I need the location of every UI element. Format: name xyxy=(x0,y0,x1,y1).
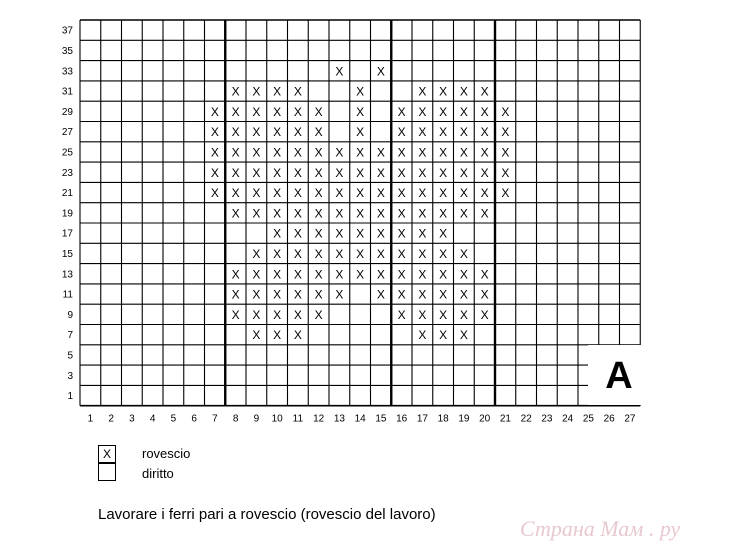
purl-mark: X xyxy=(376,206,385,221)
purl-mark: X xyxy=(418,287,427,302)
purl-mark: X xyxy=(418,145,427,160)
row-label: 9 xyxy=(67,309,73,321)
purl-mark: X xyxy=(252,165,261,180)
purl-mark: X xyxy=(459,287,468,302)
purl-mark: X xyxy=(397,186,406,201)
purl-mark: X xyxy=(293,246,302,261)
purl-mark: X xyxy=(273,125,282,140)
purl-mark: X xyxy=(459,186,468,201)
purl-mark: X xyxy=(501,145,510,160)
column-label: 21 xyxy=(499,413,511,425)
purl-mark: X xyxy=(439,186,448,201)
purl-mark: X xyxy=(231,287,240,302)
purl-mark: X xyxy=(418,226,427,241)
column-label: 19 xyxy=(458,413,470,425)
column-label: 7 xyxy=(212,413,218,425)
row-label: 37 xyxy=(61,25,73,37)
purl-mark: X xyxy=(273,84,282,99)
purl-mark: X xyxy=(439,165,448,180)
column-label: 18 xyxy=(437,413,449,425)
purl-mark: X xyxy=(356,267,365,282)
purl-mark: X xyxy=(314,104,323,119)
purl-mark: X xyxy=(459,125,468,140)
row-label: 5 xyxy=(67,350,73,362)
purl-mark: X xyxy=(397,104,406,119)
purl-mark: X xyxy=(480,84,489,99)
purl-mark: X xyxy=(418,104,427,119)
row-label: 13 xyxy=(61,269,73,281)
purl-mark: X xyxy=(501,104,510,119)
purl-mark: X xyxy=(293,145,302,160)
purl-mark: X xyxy=(314,186,323,201)
purl-mark: X xyxy=(293,165,302,180)
purl-mark: X xyxy=(439,84,448,99)
column-label: 15 xyxy=(375,413,387,425)
purl-mark: X xyxy=(480,186,489,201)
column-label: 16 xyxy=(396,413,408,425)
purl-mark: X xyxy=(480,287,489,302)
purl-mark: X xyxy=(376,64,385,79)
purl-mark: X xyxy=(210,145,219,160)
purl-mark: X xyxy=(356,206,365,221)
purl-mark: X xyxy=(252,287,261,302)
purl-mark: X xyxy=(231,125,240,140)
column-label: 27 xyxy=(624,413,636,425)
row-label: 29 xyxy=(61,106,73,118)
purl-mark: X xyxy=(293,84,302,99)
row-label: 3 xyxy=(67,370,73,382)
purl-mark: X xyxy=(397,267,406,282)
purl-mark: X xyxy=(210,165,219,180)
purl-mark: X xyxy=(418,125,427,140)
purl-mark: X xyxy=(480,165,489,180)
row-label: 23 xyxy=(61,167,73,179)
purl-mark: X xyxy=(418,328,427,343)
purl-mark: X xyxy=(418,267,427,282)
purl-mark: X xyxy=(252,246,261,261)
purl-mark: X xyxy=(231,165,240,180)
purl-mark: X xyxy=(439,287,448,302)
purl-mark: X xyxy=(397,246,406,261)
purl-mark: X xyxy=(314,206,323,221)
row-label: 1 xyxy=(67,391,73,403)
purl-mark: X xyxy=(459,328,468,343)
purl-mark: X xyxy=(293,267,302,282)
purl-mark: X xyxy=(439,246,448,261)
purl-mark: X xyxy=(376,287,385,302)
purl-mark: X xyxy=(335,206,344,221)
purl-mark: X xyxy=(231,145,240,160)
purl-mark: X xyxy=(356,125,365,140)
purl-mark: X xyxy=(418,246,427,261)
column-label: 12 xyxy=(313,413,325,425)
purl-mark: X xyxy=(397,125,406,140)
column-label: 6 xyxy=(191,413,197,425)
purl-mark: X xyxy=(439,206,448,221)
purl-mark: X xyxy=(335,64,344,79)
purl-mark: X xyxy=(439,267,448,282)
purl-mark: X xyxy=(480,267,489,282)
purl-mark: X xyxy=(397,145,406,160)
row-label: 31 xyxy=(61,86,73,98)
purl-mark: X xyxy=(397,307,406,322)
purl-mark: X xyxy=(376,246,385,261)
instruction-note: Lavorare i ferri pari a rovescio (rovescio del lavoro) xyxy=(98,506,436,523)
purl-mark: X xyxy=(293,186,302,201)
purl-mark: X xyxy=(314,307,323,322)
purl-mark: X xyxy=(356,186,365,201)
purl-mark: X xyxy=(252,84,261,99)
row-labels xyxy=(62,26,74,402)
purl-mark: X xyxy=(439,328,448,343)
purl-mark: X xyxy=(314,226,323,241)
purl-mark: X xyxy=(273,307,282,322)
column-label: 11 xyxy=(292,413,304,425)
purl-mark: X xyxy=(459,104,468,119)
purl-mark: X xyxy=(439,145,448,160)
purl-mark: X xyxy=(459,145,468,160)
row-label: 11 xyxy=(62,289,73,301)
purl-mark: X xyxy=(335,287,344,302)
purl-mark: X xyxy=(314,145,323,160)
purl-mark: X xyxy=(480,145,489,160)
column-label: 23 xyxy=(541,413,553,425)
purl-mark: X xyxy=(231,186,240,201)
legend-knit-label: diritto xyxy=(142,466,174,481)
purl-mark: X xyxy=(501,186,510,201)
purl-mark: X xyxy=(335,145,344,160)
purl-mark: X xyxy=(293,206,302,221)
purl-mark: X xyxy=(480,206,489,221)
purl-mark: X xyxy=(231,307,240,322)
legend-purl-label: rovescio xyxy=(142,446,191,461)
purl-mark: X xyxy=(397,206,406,221)
purl-mark: X xyxy=(252,186,261,201)
purl-mark: X xyxy=(397,226,406,241)
column-label: 17 xyxy=(416,413,428,425)
purl-mark: X xyxy=(314,165,323,180)
purl-mark: X xyxy=(252,267,261,282)
purl-mark: X xyxy=(480,104,489,119)
purl-mark: X xyxy=(314,267,323,282)
row-label: 15 xyxy=(61,248,73,260)
purl-mark: X xyxy=(459,84,468,99)
purl-mark: X xyxy=(252,206,261,221)
purl-mark: X xyxy=(356,84,365,99)
purl-mark: X xyxy=(335,186,344,201)
purl-mark: X xyxy=(335,267,344,282)
purl-mark: X xyxy=(314,287,323,302)
column-label: 26 xyxy=(603,413,615,425)
purl-mark: X xyxy=(293,226,302,241)
watermark: Страна Мам . ру xyxy=(520,516,681,541)
row-label: 19 xyxy=(61,208,73,220)
purl-mark: X xyxy=(210,125,219,140)
purl-mark: X xyxy=(356,165,365,180)
column-label: 22 xyxy=(520,413,532,425)
purl-mark: X xyxy=(335,226,344,241)
purl-mark: X xyxy=(293,328,302,343)
legend-knit-symbol xyxy=(98,463,116,481)
purl-mark: X xyxy=(252,104,261,119)
column-label: 3 xyxy=(129,413,135,425)
purl-mark: X xyxy=(459,307,468,322)
purl-mark: X xyxy=(356,145,365,160)
purl-mark: X xyxy=(231,84,240,99)
column-label: 1 xyxy=(87,413,94,425)
column-label: 9 xyxy=(253,413,260,425)
row-label: 7 xyxy=(67,330,73,342)
purl-mark: X xyxy=(418,165,427,180)
purl-mark: X xyxy=(376,186,385,201)
column-labels xyxy=(88,414,636,425)
purl-mark: X xyxy=(231,206,240,221)
purl-mark: X xyxy=(418,186,427,201)
purl-mark: X xyxy=(314,125,323,140)
row-label: 25 xyxy=(61,147,73,159)
column-label: 14 xyxy=(354,413,366,425)
purl-mark: X xyxy=(314,246,323,261)
purl-mark: X xyxy=(273,165,282,180)
row-label: 33 xyxy=(61,66,73,78)
row-label: 21 xyxy=(61,188,73,200)
purl-mark: X xyxy=(397,165,406,180)
purl-mark: X xyxy=(335,246,344,261)
column-label: 4 xyxy=(149,413,156,425)
purl-mark: X xyxy=(376,165,385,180)
row-label: 17 xyxy=(61,228,73,240)
purl-mark: X xyxy=(439,125,448,140)
purl-mark: X xyxy=(231,267,240,282)
purl-mark: X xyxy=(356,226,365,241)
purl-mark: X xyxy=(273,226,282,241)
purl-mark: X xyxy=(418,84,427,99)
purl-mark: X xyxy=(252,145,261,160)
purl-mark: X xyxy=(252,125,261,140)
purl-mark: X xyxy=(293,104,302,119)
purl-mark: X xyxy=(418,206,427,221)
purl-mark: X xyxy=(376,226,385,241)
purl-mark: X xyxy=(252,307,261,322)
purl-mark: X xyxy=(459,165,468,180)
purl-mark: X xyxy=(376,145,385,160)
purl-mark: X xyxy=(293,125,302,140)
purl-mark: X xyxy=(273,145,282,160)
purl-mark: X xyxy=(252,328,261,343)
purl-mark: X xyxy=(501,165,510,180)
purl-mark: X xyxy=(480,125,489,140)
column-label: 5 xyxy=(170,413,177,425)
column-label: 24 xyxy=(562,413,574,425)
purl-mark: X xyxy=(210,186,219,201)
legend-purl-symbol: X xyxy=(98,445,116,463)
column-label: 25 xyxy=(582,413,594,425)
purl-mark: X xyxy=(273,328,282,343)
column-label: 2 xyxy=(108,413,114,425)
purl-mark: X xyxy=(480,307,489,322)
column-label: 20 xyxy=(479,413,491,425)
column-label: 8 xyxy=(232,413,239,425)
chart-label: A xyxy=(605,355,633,397)
purl-mark: X xyxy=(459,267,468,282)
purl-mark: X xyxy=(231,104,240,119)
purl-mark: X xyxy=(273,287,282,302)
purl-mark: X xyxy=(501,125,510,140)
purl-mark: X xyxy=(459,206,468,221)
purl-mark: X xyxy=(273,206,282,221)
purl-mark: X xyxy=(273,104,282,119)
purl-mark: X xyxy=(439,104,448,119)
column-label: 10 xyxy=(271,413,283,425)
purl-mark: X xyxy=(397,287,406,302)
purl-mark: X xyxy=(335,165,344,180)
purl-mark: X xyxy=(356,246,365,261)
purl-mark: X xyxy=(273,186,282,201)
purl-mark: X xyxy=(418,307,427,322)
row-label: 27 xyxy=(61,127,73,139)
purl-mark: X xyxy=(376,267,385,282)
purl-mark: X xyxy=(356,104,365,119)
purl-mark: X xyxy=(273,246,282,261)
column-label: 13 xyxy=(333,413,345,425)
purl-mark: X xyxy=(459,246,468,261)
purl-mark: X xyxy=(210,104,219,119)
purl-mark: X xyxy=(273,267,282,282)
purl-mark: X xyxy=(439,307,448,322)
purl-mark: X xyxy=(293,287,302,302)
row-label: 35 xyxy=(61,45,73,57)
purl-mark: X xyxy=(293,307,302,322)
purl-mark: X xyxy=(439,226,448,241)
